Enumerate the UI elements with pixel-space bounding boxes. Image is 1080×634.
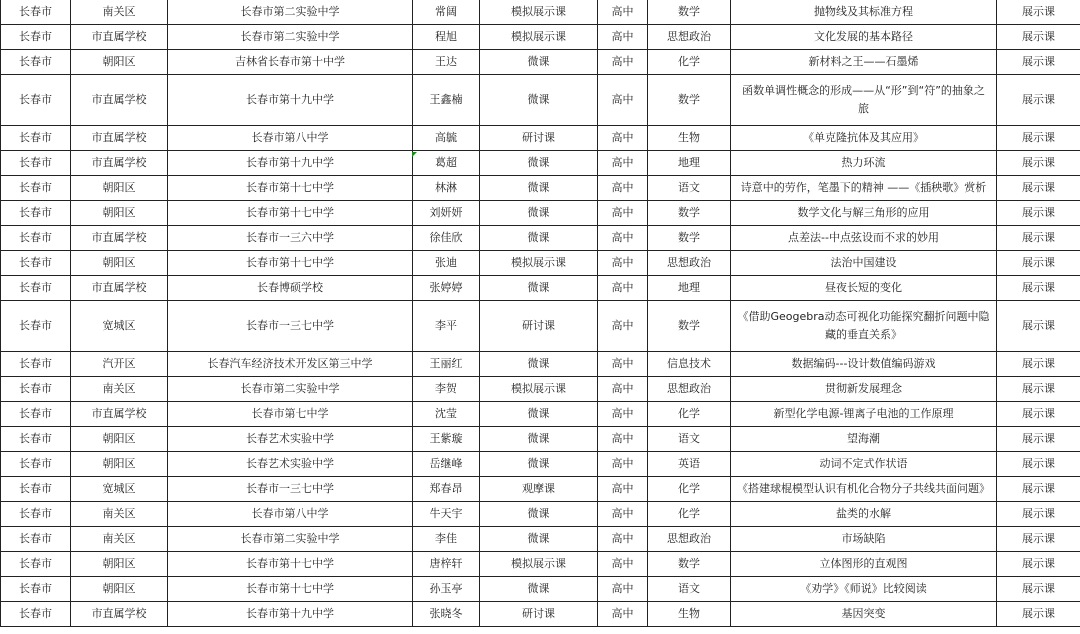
cell-teacher: 孙玉亭 — [413, 577, 480, 602]
cell-teacher: 张婷婷 — [413, 276, 480, 301]
cell-lesson-title: 点差法--中点弦设而不求的妙用 — [731, 226, 997, 251]
cell-lesson-title: 基因突变 — [731, 602, 997, 627]
cell-lesson-title: 《单克隆抗体及其应用》 — [731, 126, 997, 151]
cell-grade-level: 高中 — [598, 552, 648, 577]
cell-teacher: 林淋 — [413, 176, 480, 201]
cell-category: 展示课 — [997, 126, 1080, 151]
table-row — [1, 377, 1080, 402]
cell-teacher: 牛天宇 — [413, 502, 480, 527]
cell-city: 长春市 — [1, 226, 71, 251]
cell-teacher: 沈莹 — [413, 402, 480, 427]
cell-school: 长春艺术实验中学 — [168, 427, 413, 452]
table-row — [1, 427, 1080, 452]
cell-city: 长春市 — [1, 126, 71, 151]
cell-lesson-title: 盐类的水解 — [731, 502, 997, 527]
cell-category: 展示课 — [997, 201, 1080, 226]
cell-grade-level: 高中 — [598, 502, 648, 527]
table-row — [1, 477, 1080, 502]
cell-grade-level: 高中 — [598, 377, 648, 402]
cell-category: 展示课 — [997, 502, 1080, 527]
cell-school: 长春市第二实验中学 — [168, 0, 413, 25]
cell-lesson-title: 抛物线及其标准方程 — [731, 0, 997, 25]
cell-grade-level: 高中 — [598, 25, 648, 50]
cell-teacher: 常阔 — [413, 0, 480, 25]
cell-school: 长春市第十九中学 — [168, 75, 413, 126]
table-row — [1, 402, 1080, 427]
cell-teacher: 李佳 — [413, 527, 480, 552]
cell-city: 长春市 — [1, 151, 71, 176]
cell-subject: 数学 — [648, 201, 731, 226]
cell-lesson-title: 数学文化与解三角形的应用 — [731, 201, 997, 226]
cell-lesson-type: 微课 — [480, 226, 598, 251]
cell-school: 长春市一三七中学 — [168, 301, 413, 352]
cell-subject: 生物 — [648, 602, 731, 627]
cell-subject: 地理 — [648, 151, 731, 176]
cell-grade-level: 高中 — [598, 276, 648, 301]
table-row — [1, 50, 1080, 75]
cell-category: 展示课 — [997, 75, 1080, 126]
cell-subject: 数学 — [648, 301, 731, 352]
cell-school: 长春市第七中学 — [168, 402, 413, 427]
table-row — [1, 527, 1080, 552]
cell-category: 展示课 — [997, 50, 1080, 75]
cell-city: 长春市 — [1, 176, 71, 201]
cell-subject: 化学 — [648, 502, 731, 527]
cell-city: 长春市 — [1, 427, 71, 452]
cell-lesson-title: 文化发展的基本路径 — [731, 25, 997, 50]
cell-lesson-type: 模拟展示课 — [480, 377, 598, 402]
cell-grade-level: 高中 — [598, 352, 648, 377]
cell-district: 宽城区 — [71, 477, 168, 502]
cell-lesson-title: 数据编码---设计数值编码游戏 — [731, 352, 997, 377]
cell-lesson-type: 微课 — [480, 50, 598, 75]
cell-city: 长春市 — [1, 301, 71, 352]
cell-lesson-title: 新材料之王——石墨烯 — [731, 50, 997, 75]
cell-school: 长春市一三六中学 — [168, 226, 413, 251]
cell-school: 长春市第十七中学 — [168, 176, 413, 201]
cell-category: 展示课 — [997, 452, 1080, 477]
cell-category: 展示课 — [997, 377, 1080, 402]
cell-lesson-title: 法治中国建设 — [731, 251, 997, 276]
cell-school: 长春市第十七中学 — [168, 552, 413, 577]
cell-city: 长春市 — [1, 602, 71, 627]
cell-category: 展示课 — [997, 0, 1080, 25]
cell-grade-level: 高中 — [598, 527, 648, 552]
cell-teacher: 葛超 — [413, 151, 480, 176]
cell-lesson-type: 研讨课 — [480, 301, 598, 352]
cell-school: 长春市第十七中学 — [168, 201, 413, 226]
cell-lesson-type: 微课 — [480, 276, 598, 301]
cell-teacher: 唐梓轩 — [413, 552, 480, 577]
table-row — [1, 151, 1080, 176]
cell-lesson-type: 微课 — [480, 151, 598, 176]
cell-category: 展示课 — [997, 527, 1080, 552]
cell-category: 展示课 — [997, 301, 1080, 352]
table-row — [1, 226, 1080, 251]
cell-subject: 思想政治 — [648, 25, 731, 50]
cell-subject: 思想政治 — [648, 251, 731, 276]
cell-grade-level: 高中 — [598, 477, 648, 502]
cell-school: 长春市第二实验中学 — [168, 527, 413, 552]
cell-grade-level: 高中 — [598, 126, 648, 151]
cell-grade-level: 高中 — [598, 301, 648, 352]
cell-district: 朝阳区 — [71, 251, 168, 276]
table-row — [1, 176, 1080, 201]
cell-subject: 化学 — [648, 402, 731, 427]
table-row — [1, 276, 1080, 301]
cell-district: 南关区 — [71, 502, 168, 527]
cell-category: 展示课 — [997, 402, 1080, 427]
cell-district: 朝阳区 — [71, 50, 168, 75]
cell-lesson-title: 热力环流 — [731, 151, 997, 176]
cell-city: 长春市 — [1, 50, 71, 75]
cell-lesson-title: 函数单调性概念的形成——从“形”到“符”的抽象之旅 — [731, 75, 997, 126]
cell-subject: 思想政治 — [648, 527, 731, 552]
cell-grade-level: 高中 — [598, 452, 648, 477]
cell-city: 长春市 — [1, 402, 71, 427]
cell-school: 长春市第二实验中学 — [168, 25, 413, 50]
cell-lesson-title: 昼夜长短的变化 — [731, 276, 997, 301]
cell-teacher: 郑春昂 — [413, 477, 480, 502]
cell-city: 长春市 — [1, 276, 71, 301]
cell-grade-level: 高中 — [598, 602, 648, 627]
cell-school: 长春市第十七中学 — [168, 251, 413, 276]
cell-teacher: 李贺 — [413, 377, 480, 402]
table-row — [1, 251, 1080, 276]
cell-district: 市直属学校 — [71, 126, 168, 151]
cell-teacher: 程旭 — [413, 25, 480, 50]
cell-lesson-type: 微课 — [480, 201, 598, 226]
cell-district: 市直属学校 — [71, 151, 168, 176]
cell-subject: 生物 — [648, 126, 731, 151]
cell-district: 市直属学校 — [71, 276, 168, 301]
table-row — [1, 75, 1080, 126]
cell-city: 长春市 — [1, 201, 71, 226]
cell-city: 长春市 — [1, 452, 71, 477]
cell-grade-level: 高中 — [598, 577, 648, 602]
cell-district: 市直属学校 — [71, 226, 168, 251]
cell-subject: 语文 — [648, 427, 731, 452]
cell-city: 长春市 — [1, 25, 71, 50]
cell-lesson-type: 研讨课 — [480, 602, 598, 627]
table-row — [1, 301, 1080, 352]
cell-teacher: 张迪 — [413, 251, 480, 276]
cell-city: 长春市 — [1, 0, 71, 25]
cell-school: 长春汽车经济技术开发区第三中学 — [168, 352, 413, 377]
cell-teacher: 岳继峰 — [413, 452, 480, 477]
cell-subject: 数学 — [648, 0, 731, 25]
cell-district: 南关区 — [71, 0, 168, 25]
table-row — [1, 201, 1080, 226]
cell-subject: 语文 — [648, 176, 731, 201]
cell-subject: 数学 — [648, 75, 731, 126]
cell-city: 长春市 — [1, 527, 71, 552]
cell-category: 展示课 — [997, 427, 1080, 452]
cell-district: 宽城区 — [71, 301, 168, 352]
cell-district: 朝阳区 — [71, 201, 168, 226]
cell-district: 汽开区 — [71, 352, 168, 377]
cell-lesson-type: 微课 — [480, 75, 598, 126]
cell-district: 朝阳区 — [71, 427, 168, 452]
cell-school: 长春市第十九中学 — [168, 602, 413, 627]
table-row — [1, 552, 1080, 577]
cell-lesson-title: 《劝学》《师说》比较阅读 — [731, 577, 997, 602]
cell-lesson-type: 微课 — [480, 176, 598, 201]
cell-category: 展示课 — [997, 477, 1080, 502]
cell-school: 长春市第十九中学 — [168, 151, 413, 176]
cell-category: 展示课 — [997, 25, 1080, 50]
cell-subject: 信息技术 — [648, 352, 731, 377]
cell-lesson-type: 观摩课 — [480, 477, 598, 502]
cell-lesson-type: 模拟展示课 — [480, 552, 598, 577]
cell-subject: 语文 — [648, 577, 731, 602]
cell-district: 市直属学校 — [71, 602, 168, 627]
cell-subject: 化学 — [648, 50, 731, 75]
cell-lesson-title: 新型化学电源-锂离子电池的工作原理 — [731, 402, 997, 427]
table-row — [1, 0, 1080, 25]
cell-lesson-type: 模拟展示课 — [480, 251, 598, 276]
cell-school: 长春市第八中学 — [168, 502, 413, 527]
cell-lesson-title: 立体图形的直观图 — [731, 552, 997, 577]
cell-school: 吉林省长春市第十中学 — [168, 50, 413, 75]
cell-school: 长春艺术实验中学 — [168, 452, 413, 477]
cell-teacher: 李平 — [413, 301, 480, 352]
cell-lesson-type: 微课 — [480, 402, 598, 427]
cell-subject: 思想政治 — [648, 377, 731, 402]
cell-city: 长春市 — [1, 377, 71, 402]
cell-lesson-title: 《搭建球棍模型认识有机化合物分子共线共面问题》 — [731, 477, 997, 502]
cell-subject: 数学 — [648, 552, 731, 577]
cell-teacher: 高毓 — [413, 126, 480, 151]
cell-grade-level: 高中 — [598, 0, 648, 25]
cell-teacher: 王达 — [413, 50, 480, 75]
cell-lesson-title: 贯彻新发展理念 — [731, 377, 997, 402]
cell-district: 朝阳区 — [71, 176, 168, 201]
cell-school: 长春市第二实验中学 — [168, 377, 413, 402]
cell-lesson-type: 微课 — [480, 502, 598, 527]
cell-lesson-title: 动词不定式作状语 — [731, 452, 997, 477]
cell-district: 朝阳区 — [71, 577, 168, 602]
cell-city: 长春市 — [1, 477, 71, 502]
cell-grade-level: 高中 — [598, 201, 648, 226]
table-row — [1, 352, 1080, 377]
cell-category: 展示课 — [997, 226, 1080, 251]
cell-lesson-title: 市场缺陷 — [731, 527, 997, 552]
cell-district: 南关区 — [71, 527, 168, 552]
cell-district: 市直属学校 — [71, 25, 168, 50]
cell-school: 长春市一三七中学 — [168, 477, 413, 502]
cell-school: 长春市第十七中学 — [168, 577, 413, 602]
cell-grade-level: 高中 — [598, 50, 648, 75]
cell-city: 长春市 — [1, 352, 71, 377]
cell-category: 展示课 — [997, 352, 1080, 377]
cell-lesson-title: 望海潮 — [731, 427, 997, 452]
cell-category: 展示课 — [997, 552, 1080, 577]
cell-lesson-type: 模拟展示课 — [480, 25, 598, 50]
cell-lesson-title: 《借助Geogebra动态可视化功能探究翻折问题中隐藏的垂直关系》 — [731, 301, 997, 352]
table-row — [1, 126, 1080, 151]
cell-school: 长春博硕学校 — [168, 276, 413, 301]
table-row — [1, 25, 1080, 50]
cell-grade-level: 高中 — [598, 427, 648, 452]
table-row — [1, 452, 1080, 477]
cell-subject: 化学 — [648, 477, 731, 502]
cell-teacher: 刘妍妍 — [413, 201, 480, 226]
cell-category: 展示课 — [997, 577, 1080, 602]
cell-city: 长春市 — [1, 502, 71, 527]
cell-lesson-type: 微课 — [480, 577, 598, 602]
cell-lesson-title: 诗意中的劳作，笔墨下的精神 ——《插秧歌》赏析 — [731, 176, 997, 201]
table-row — [1, 577, 1080, 602]
cell-subject: 数学 — [648, 226, 731, 251]
cell-grade-level: 高中 — [598, 226, 648, 251]
cell-subject: 英语 — [648, 452, 731, 477]
cell-lesson-type: 微课 — [480, 352, 598, 377]
cell-city: 长春市 — [1, 552, 71, 577]
cell-lesson-type: 模拟展示课 — [480, 0, 598, 25]
cell-teacher: 王丽红 — [413, 352, 480, 377]
cell-category: 展示课 — [997, 276, 1080, 301]
table-body — [1, 0, 1080, 627]
cell-teacher: 张晓冬 — [413, 602, 480, 627]
cell-category: 展示课 — [997, 602, 1080, 627]
table-row — [1, 602, 1080, 627]
cell-district: 南关区 — [71, 377, 168, 402]
cell-category: 展示课 — [997, 176, 1080, 201]
cell-category: 展示课 — [997, 251, 1080, 276]
cell-grade-level: 高中 — [598, 176, 648, 201]
cell-category: 展示课 — [997, 151, 1080, 176]
table-row — [1, 502, 1080, 527]
cell-lesson-type: 微课 — [480, 427, 598, 452]
cell-school: 长春市第八中学 — [168, 126, 413, 151]
cell-lesson-type: 微课 — [480, 527, 598, 552]
cell-district: 市直属学校 — [71, 75, 168, 126]
cell-lesson-type: 研讨课 — [480, 126, 598, 151]
cell-district: 朝阳区 — [71, 552, 168, 577]
cell-city: 长春市 — [1, 577, 71, 602]
cell-comment-marker — [412, 152, 417, 157]
cell-subject: 地理 — [648, 276, 731, 301]
cell-city: 长春市 — [1, 75, 71, 126]
cell-teacher: 王紫璇 — [413, 427, 480, 452]
cell-lesson-type: 微课 — [480, 452, 598, 477]
cell-teacher: 徐佳欣 — [413, 226, 480, 251]
cell-grade-level: 高中 — [598, 402, 648, 427]
cell-city: 长春市 — [1, 251, 71, 276]
cell-teacher: 王鑫楠 — [413, 75, 480, 126]
cell-grade-level: 高中 — [598, 151, 648, 176]
cell-district: 朝阳区 — [71, 452, 168, 477]
cell-grade-level: 高中 — [598, 251, 648, 276]
cell-district: 市直属学校 — [71, 402, 168, 427]
cell-grade-level: 高中 — [598, 75, 648, 126]
